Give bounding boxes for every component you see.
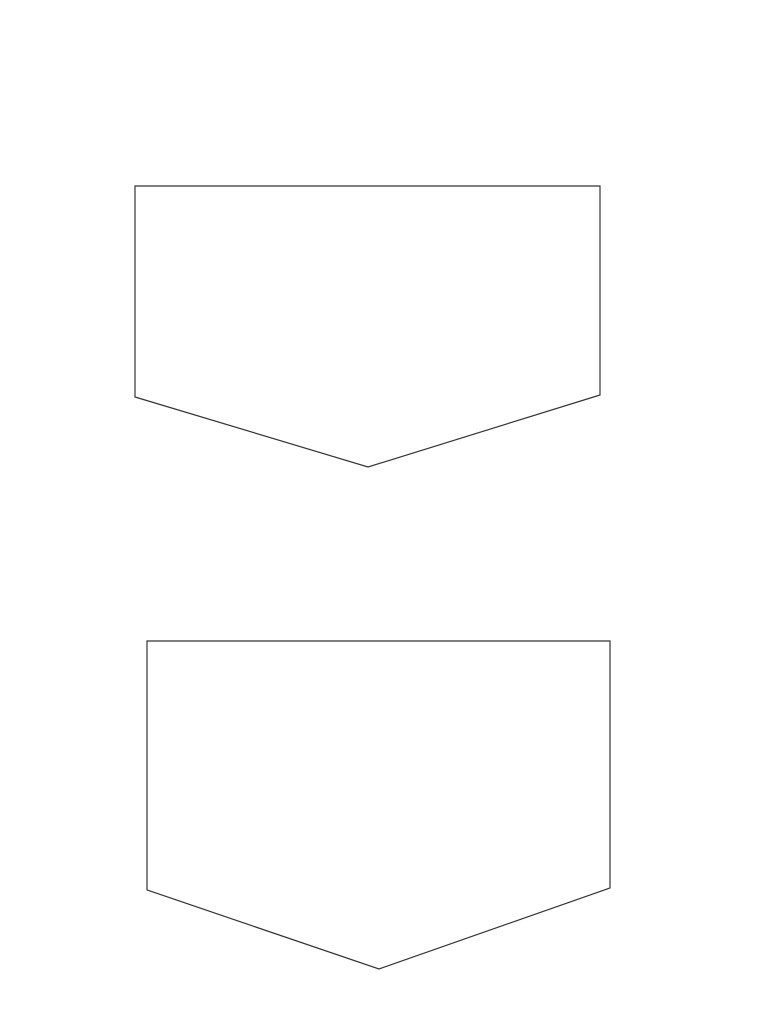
causes-content — [160, 199, 590, 201]
causes-arrow-box — [134, 185, 604, 470]
effects-arrow-box — [146, 640, 614, 972]
wordart-graphic — [205, 470, 575, 615]
causes-arrow-shape — [134, 185, 604, 470]
wordart-title — [205, 470, 575, 615]
effects-arrow-shape — [146, 640, 614, 972]
effects-content — [172, 648, 602, 650]
